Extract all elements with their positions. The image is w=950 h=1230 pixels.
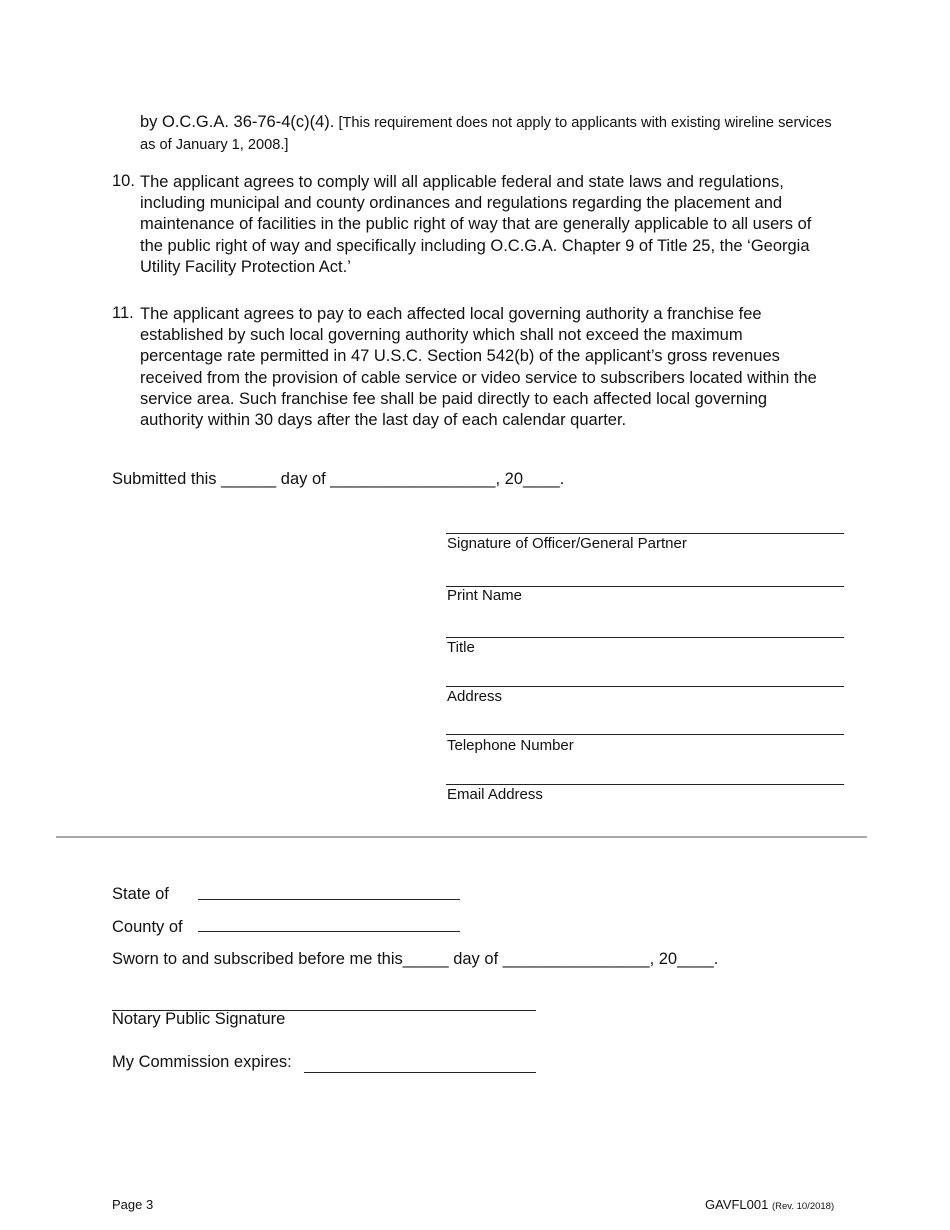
state-label: State of — [112, 885, 169, 903]
county-label: County of — [112, 918, 183, 936]
address-label: Address — [447, 688, 503, 705]
title-label: Title — [447, 639, 475, 656]
item-11-number: 11. — [112, 304, 134, 322]
county-line[interactable] — [198, 931, 460, 932]
address-line[interactable] — [446, 686, 844, 687]
item-10-number: 10. — [112, 172, 135, 190]
item-11-text: The applicant agrees to pay to each affected local governing authority a franchise fee established by such local governing authority which shall not exceed the maximum percentage rate permitted in 47 U.S.C. Section 542(b) of the applicant’s gross revenues received from the provision of cable service or video service to subscribers located within the service area. Such franchise fee shall be paid directly to each affected local governing authority within 30 days after the last day of each calendar quarter. — [140, 305, 817, 430]
item-9-citation: by O.C.G.A. 36-76-4(c)(4). — [140, 113, 335, 131]
signature-line[interactable] — [446, 533, 844, 534]
email-label: Email Address — [447, 786, 543, 803]
title-line[interactable] — [446, 637, 844, 638]
commission-line[interactable] — [304, 1072, 536, 1073]
email-line[interactable] — [446, 784, 844, 785]
sworn-line: Sworn to and subscribed before me this_____ day of ________________, 20____. — [112, 950, 719, 968]
signature-label: Signature of Officer/General Partner — [447, 535, 687, 552]
form-code: GAVFL001 — [705, 1197, 769, 1212]
form-id — [705, 1197, 834, 1212]
item-9-continuation — [140, 112, 840, 156]
print-name-label: Print Name — [447, 587, 523, 604]
commission-label: My Commission expires: — [112, 1053, 292, 1071]
telephone-label: Telephone Number — [447, 737, 574, 754]
state-line[interactable] — [198, 899, 460, 900]
submitted-line: Submitted this ______ day of __________________, 20____. — [112, 470, 565, 488]
page-number: Page 3 — [112, 1197, 154, 1212]
item-10-text: The applicant agrees to comply will all applicable federal and state laws and regulations, including municipal and county ordinances and regulations regarding the placement and maintenance of facilities in the public right of way that are generally applicable to all users of the public right of way and specifically including O.C.G.A. Chapter 9 of Title 25, the ‘Georgia Utility Facility Protection Act.’ — [140, 173, 812, 276]
form-revision: (Rev. 10/2018) — [771, 1201, 835, 1212]
notary-signature-label: Notary Public Signature — [112, 1010, 286, 1028]
section-divider — [56, 836, 867, 838]
telephone-line[interactable] — [446, 734, 844, 735]
item-9-note: [This requirement does not apply to applicants with existing wireline services as of January 1, 2008.] — [140, 115, 832, 154]
